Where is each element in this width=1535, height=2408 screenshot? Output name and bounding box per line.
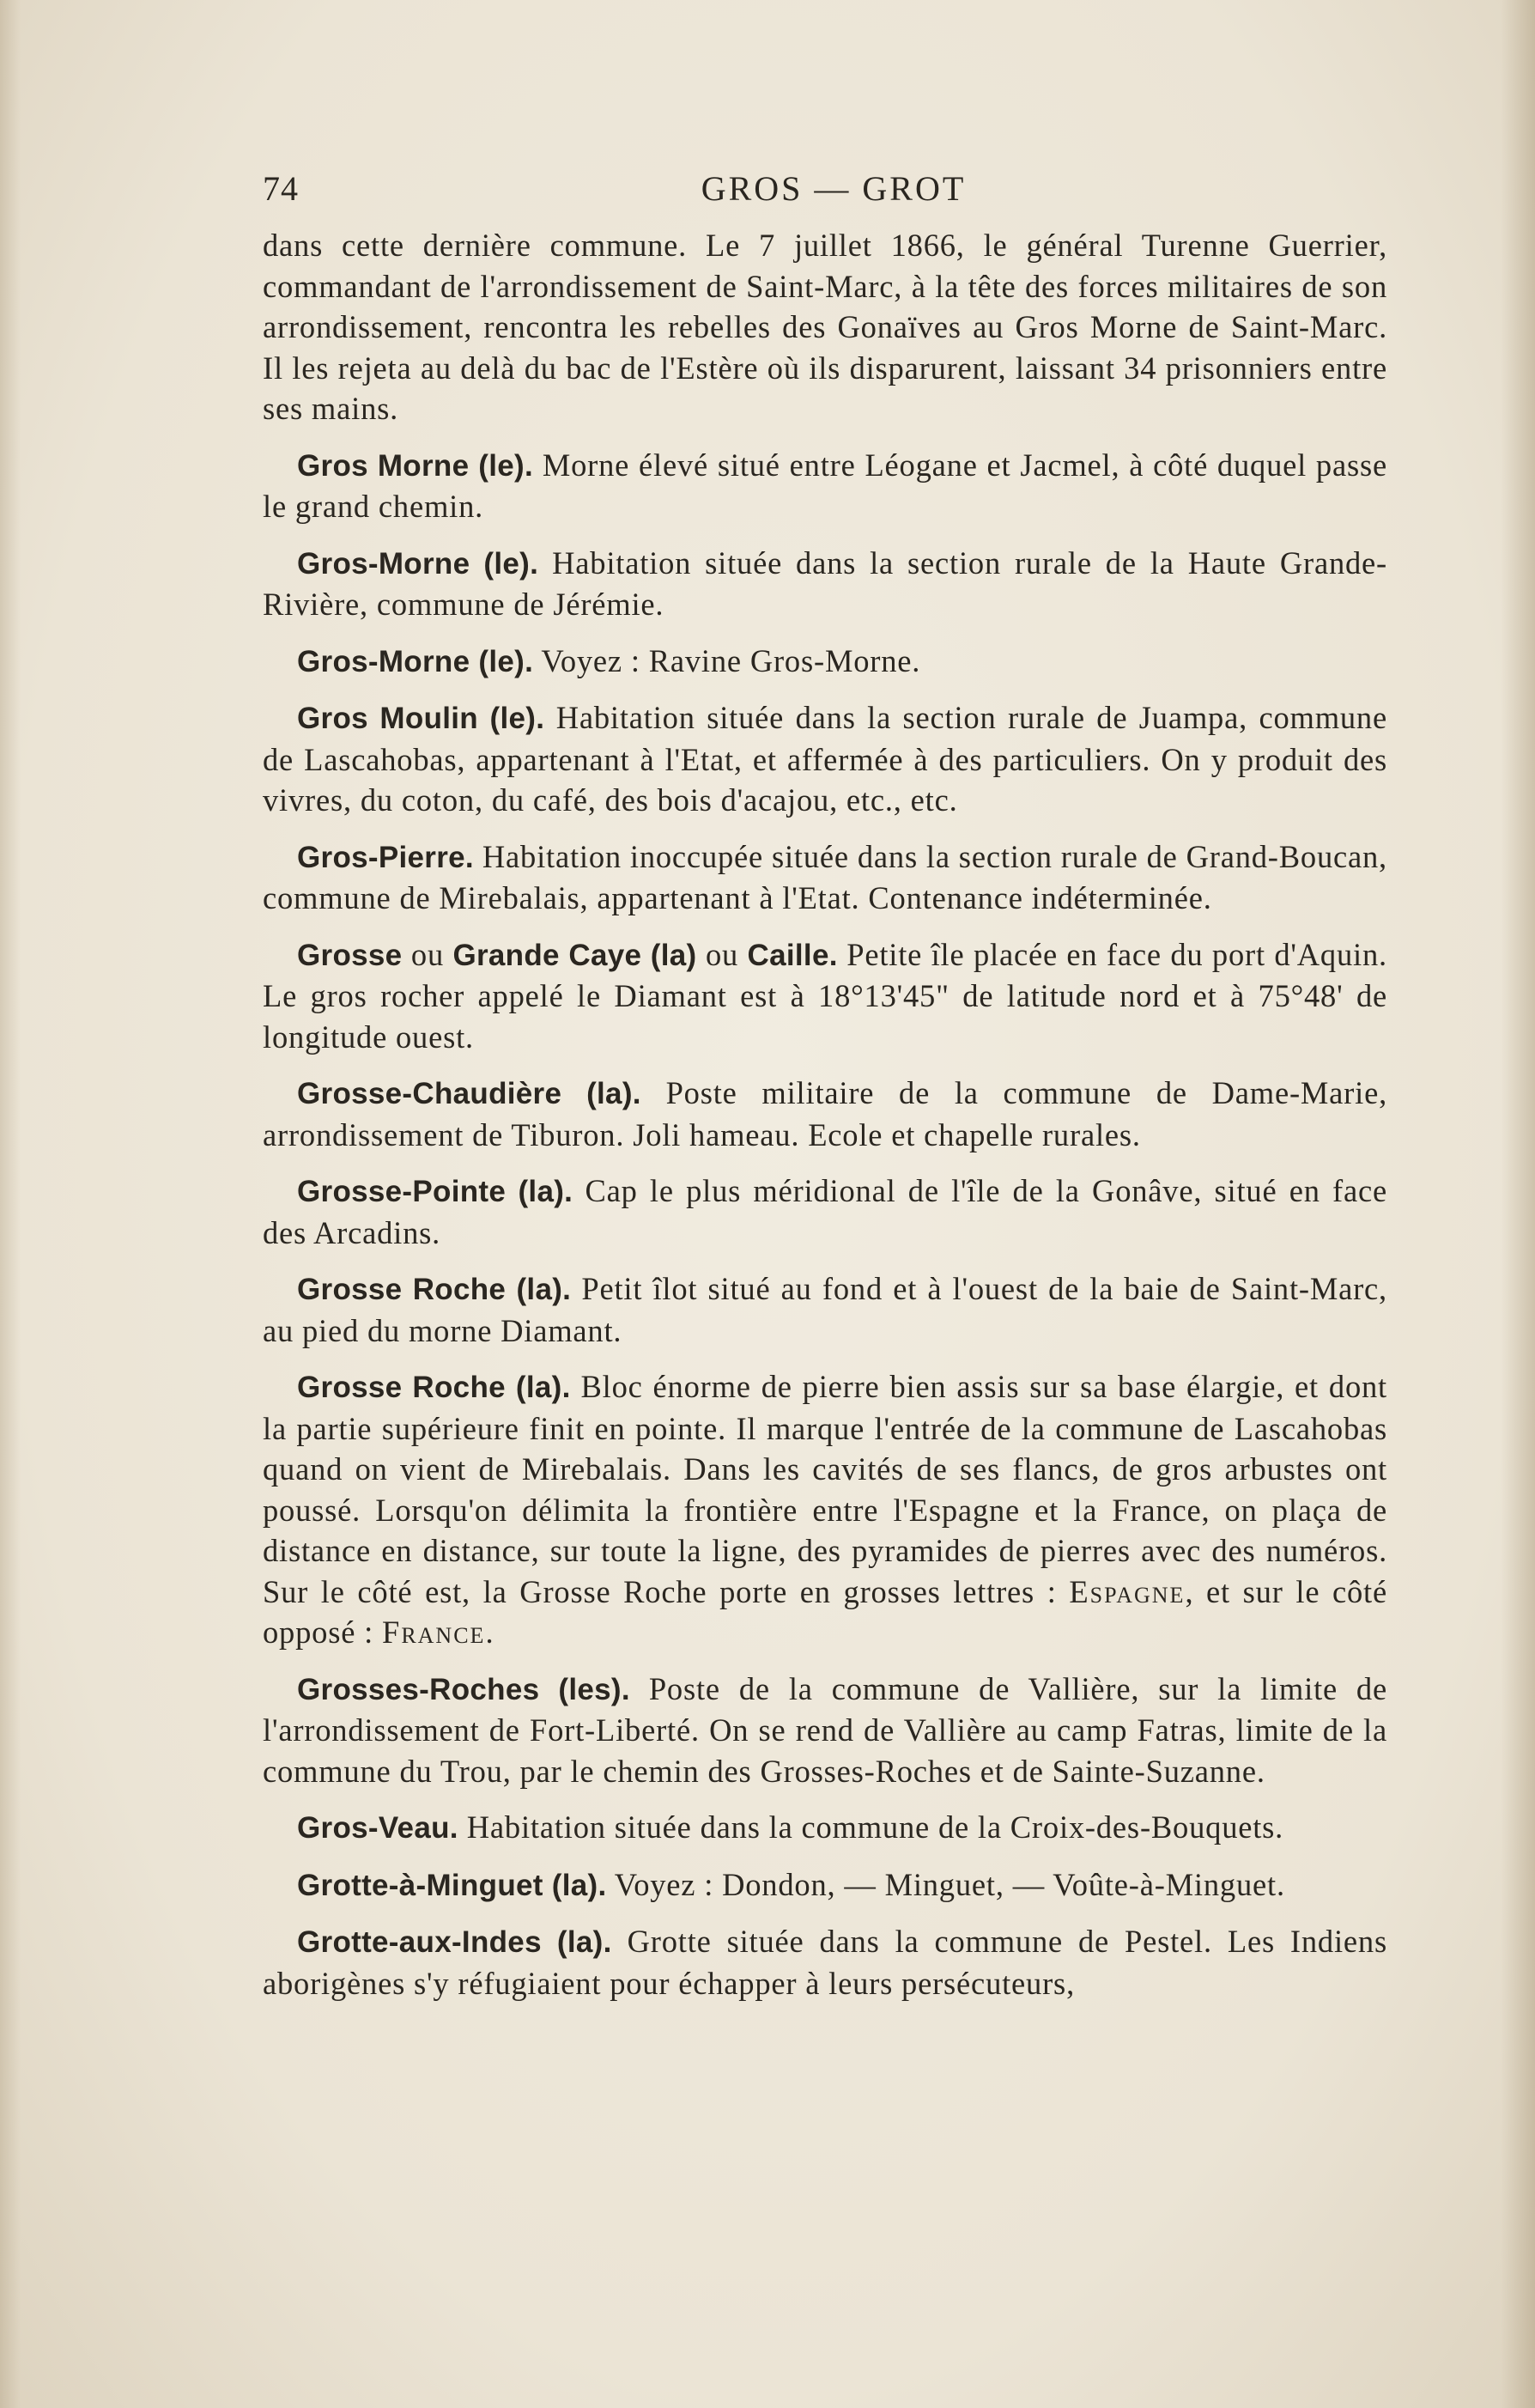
entry-headword: Gros Moulin (le). <box>297 702 545 735</box>
entry-headword: Gros-Morne (le). <box>297 546 539 581</box>
entry-text: Habitation située dans la section rurale de la Haute Grande-Rivière, commune de Jérémie. <box>263 544 1387 622</box>
entry-headword: Grosse Roche (la). <box>297 1371 571 1404</box>
page-edge-left <box>0 0 21 2408</box>
entry-text: Habitation située dans la section rurale de Juampa, commune de Lascahobas, appartenant à l'Etat, et affermée à des particuliers. On y produit des vivres, du coton, du café, des bois d'acajou, etc., etc. <box>263 700 1387 818</box>
page-body <box>263 225 1387 2004</box>
entry-headword: Caille. <box>747 938 838 972</box>
entry-gros-pierre <box>263 836 1387 919</box>
entry-connector: ou <box>410 936 444 972</box>
entry-gros-moulin <box>263 697 1387 821</box>
entry-text: Voyez : Ravine Gros-Morne. <box>541 642 921 678</box>
entry-grotte-a-minguet <box>263 1864 1387 1906</box>
entry-grosse-chaudiere <box>263 1073 1387 1155</box>
entry-text-end: . <box>485 1614 494 1650</box>
entry-grosse-roche-saint-marc <box>263 1268 1387 1351</box>
entry-text: Poste militaire de la commune de Dame-Marie, arrondissement de Tiburon. Joli hameau. Ecole et chapelle rurales. <box>263 1075 1387 1152</box>
entry-grosses-roches <box>263 1669 1387 1792</box>
entry-text: Cap le plus méridional de l'île de la Gonâve, situé en face des Arcadins. <box>263 1173 1387 1250</box>
entry-text: Bloc énorme de pierre bien assis sur sa base élargie, et dont la partie supérieure finit en pointe. Il marque l'entrée de la commune de Lascahobas quand on vient de Mirebalais. Dans les cavités de ses flancs, de gros arbustes ont poussé. Lorsqu'on délimita la frontière entre l'Espagne et la France, on plaça de distance en distance, sur toute la ligne, des pyramides de pierres avec des numéros. Sur le côté est, la Grosse Roche porte en grosses lettres : <box>263 1369 1387 1609</box>
entry-headword: Grotte-aux-Indes (la). <box>297 1925 612 1959</box>
running-head: GROS — GROT <box>701 169 967 208</box>
entry-headword: Gros-Veau. <box>297 1811 458 1845</box>
entry-gros-veau <box>263 1807 1387 1849</box>
entry-text: Morne élevé situé entre Léogane et Jacmel, à côté duquel passe le grand chemin. <box>263 447 1387 524</box>
entry-connector: ou <box>705 936 739 972</box>
entry-gros-morne-ravine <box>263 641 1387 683</box>
page-edge-right <box>1501 0 1535 2408</box>
entry-headword: Grosse <box>297 938 403 972</box>
entry-headword: Grosses-Roches (les). <box>297 1672 630 1706</box>
opening-paragraph: dans cette dernière commune. Le 7 juillet 1866, le général Turenne Guerrier, commandant de l'arrondissement de Saint-Marc, à la tête des forces militaires de son arrondissement, rencontra les rebelles des Gonaïves au Gros Morne de Saint-Marc. Il les rejeta au delà du bac de l'Estère où ils disparurent, laissant 34 prisonniers entre ses mains. <box>263 228 1387 426</box>
entry-text: Poste de la commune de Vallière, sur la limite de l'arrondissement de Fort-Liberté. On se rend de Vallière au camp Fatras, limite de la commune du Trou, par le chemin des Grosses-Roches et de Sainte-Suzanne. <box>263 1670 1387 1789</box>
entry-text: Petite île placée en face du port d'Aquin. Le gros rocher appelé le Diamant est à 18°13'45" de latitude nord et à 75°48' de longitude ouest. <box>263 936 1387 1055</box>
entry-headword: Grotte-à-Minguet (la). <box>297 1868 607 1902</box>
entry-grosse-roche-lascahobas <box>263 1366 1387 1653</box>
page-header <box>263 168 1387 220</box>
entry-grotte-aux-indes <box>263 1921 1387 2004</box>
entry-text: Voyez : Dondon, — Minguet, — Voûte-à-Minguet. <box>614 1866 1285 1902</box>
entry-text: Habitation inoccupée située dans la section rurale de Grand-Boucan, commune de Mirebalais, appartenant à l'Etat. Contenance indéterminée. <box>263 838 1387 915</box>
page-number: 74 <box>263 169 299 208</box>
entry-headword: Grosse-Chaudière (la). <box>297 1077 641 1110</box>
entry-headword: Grosse-Pointe (la). <box>297 1175 573 1208</box>
entry-gros-morne-jeremie <box>263 543 1387 625</box>
entry-text: Petit îlot situé au fond et à l'ouest de la baie de Saint-Marc, au pied du morne Diamant. <box>263 1271 1387 1348</box>
entry-grosse-pointe <box>263 1171 1387 1253</box>
entry-headword: Gros-Morne (le). <box>297 644 534 678</box>
entry-headword: Gros Morne (le). <box>297 448 534 483</box>
entry-text: Habitation située dans la commune de la Croix-des-Bouquets. <box>466 1809 1284 1845</box>
entry-smallcaps-france: France <box>382 1614 486 1650</box>
entry-smallcaps-espagne: Espagne <box>1069 1573 1186 1609</box>
entry-headword: Gros-Pierre. <box>297 840 474 874</box>
entry-grosse-caye <box>263 934 1387 1058</box>
entry-text-continued: , et sur le côté opposé : <box>263 1573 1388 1650</box>
entry-headword: Grande Caye (la) <box>452 938 697 972</box>
entry-gros-morne-leogane <box>263 445 1387 527</box>
entry-text: Grotte située dans la commune de Pestel. Les Indiens aborigènes s'y réfugiaient pour échapper à leurs persécuteurs, <box>263 1924 1387 2001</box>
entry-headword: Grosse Roche (la). <box>297 1273 572 1306</box>
